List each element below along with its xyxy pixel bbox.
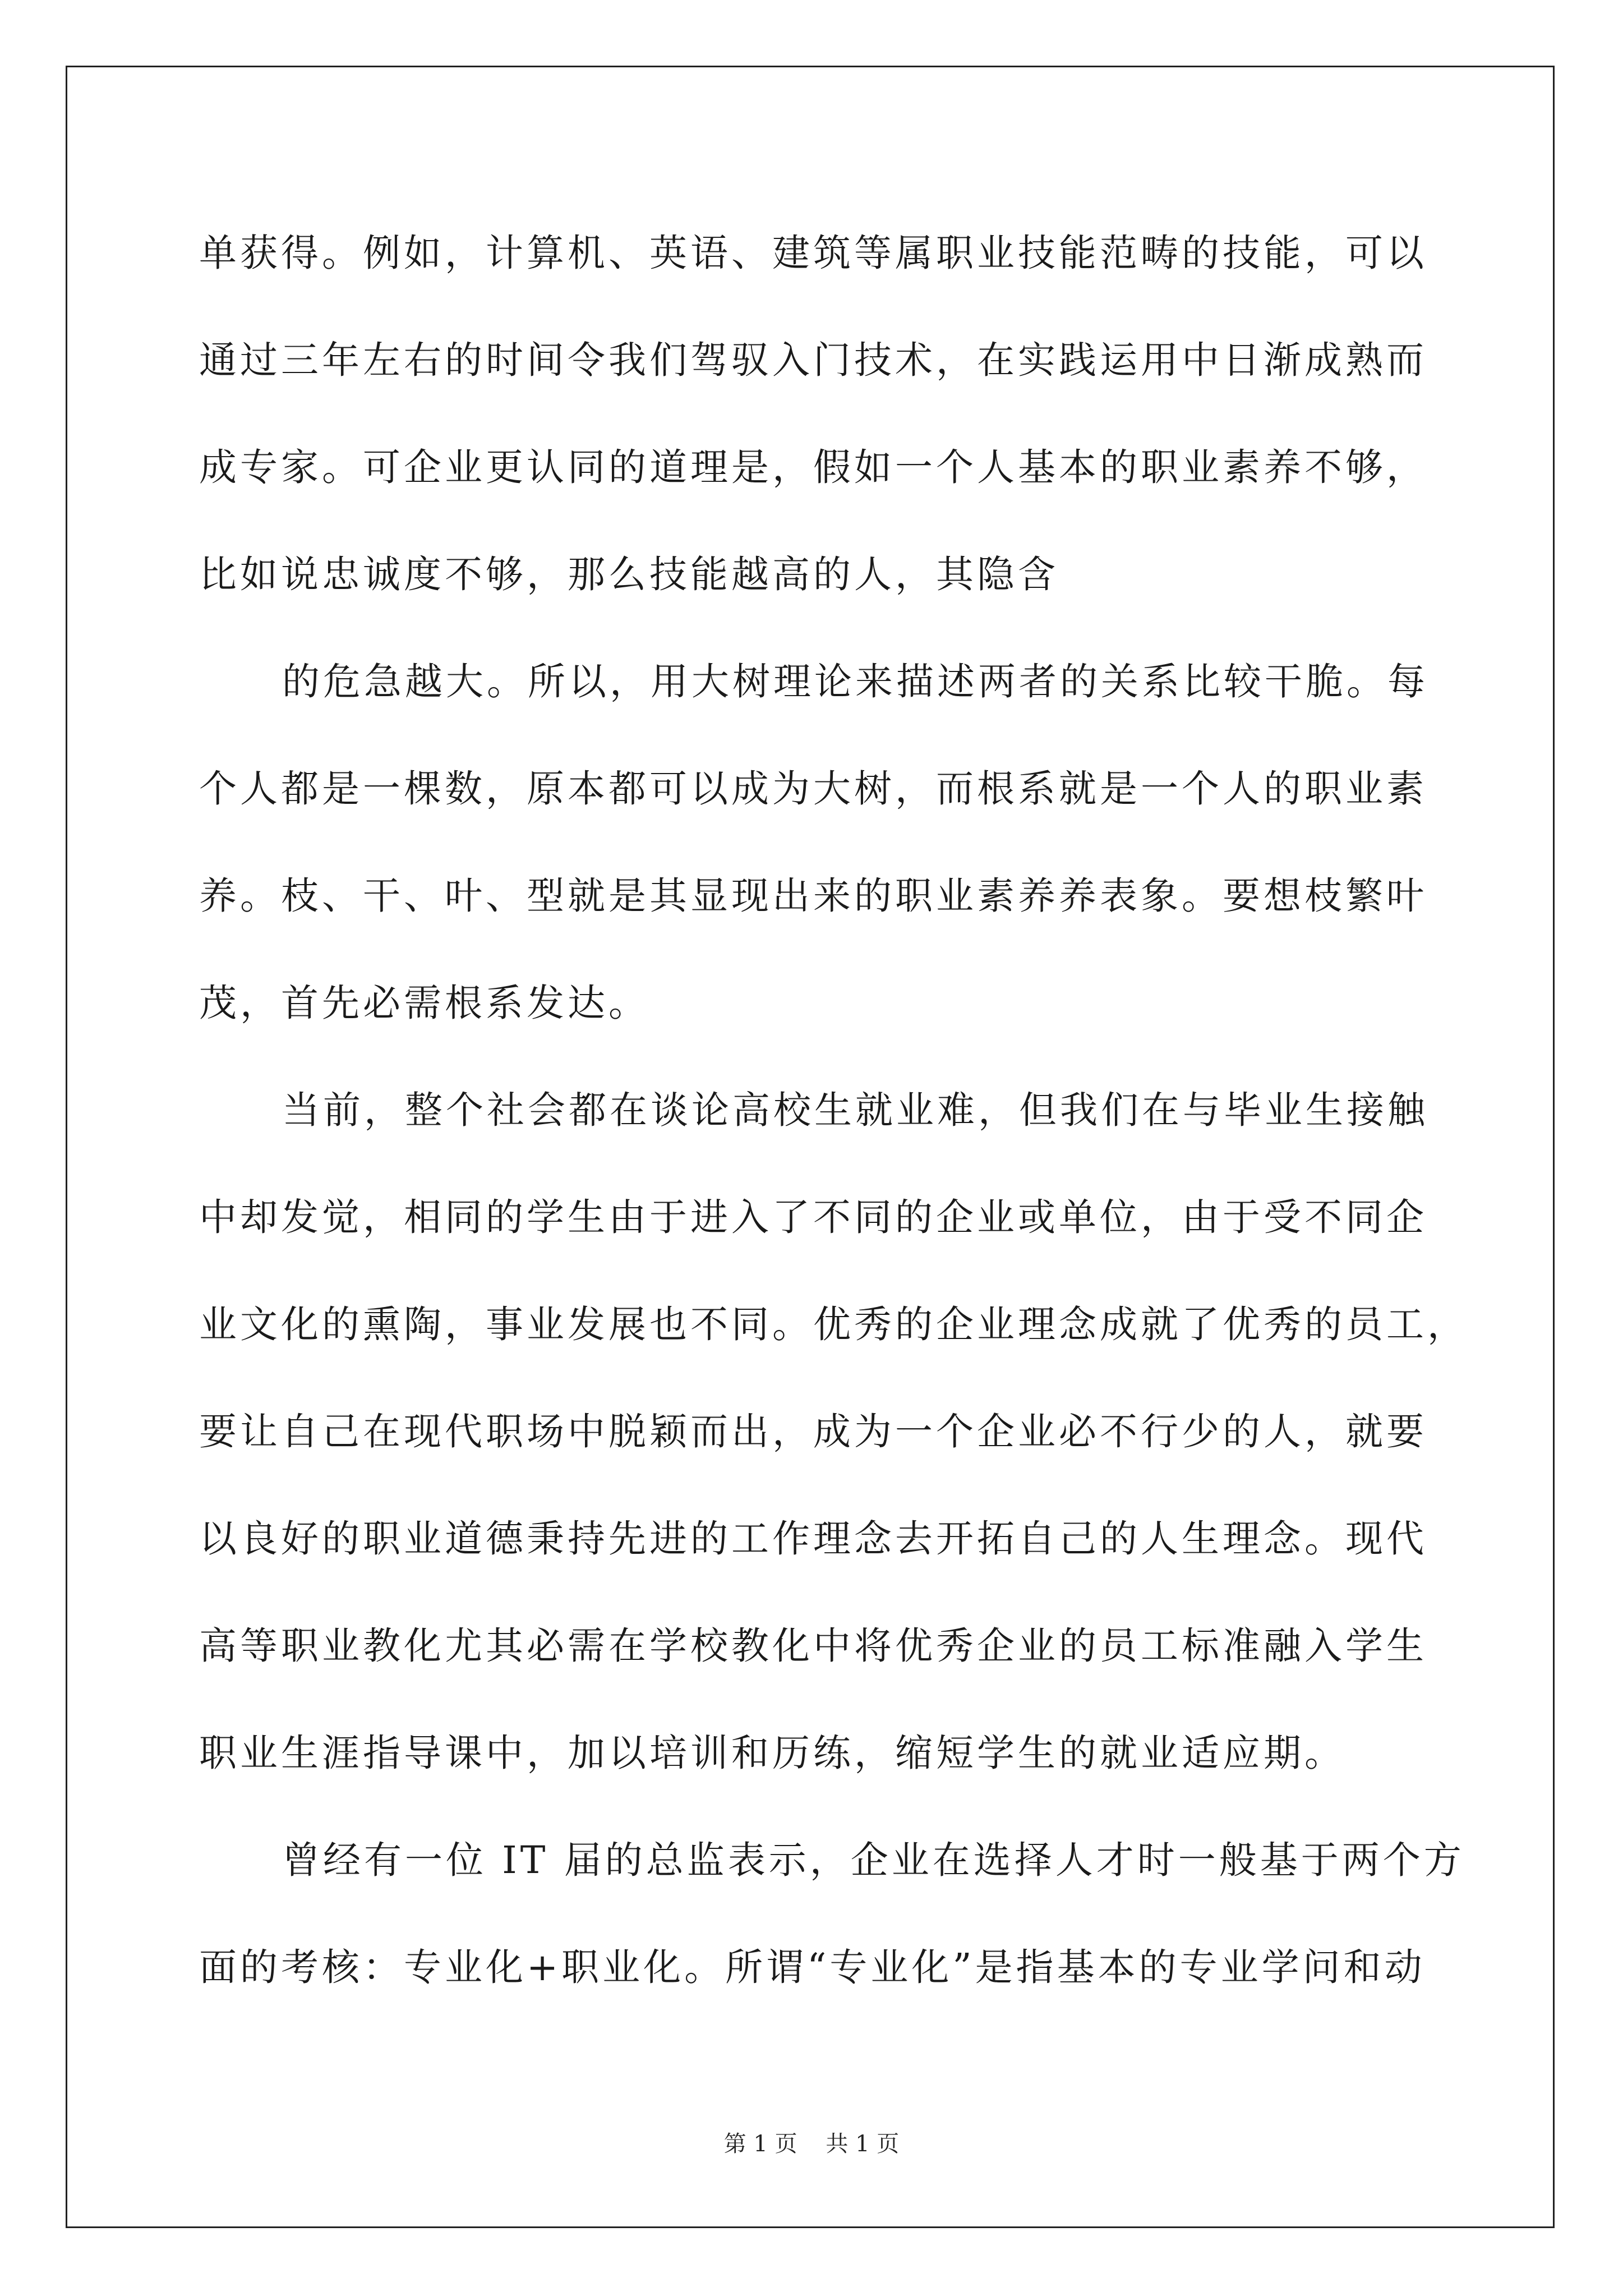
text-line: 个人都是一棵数，原本都可以成为大树，而根系就是一个人的职业素 (199, 767, 1427, 811)
paragraph-start-line: 当前，整个社会都在谈论高校生就业难，但我们在与毕业生接触 (282, 1088, 1428, 1132)
text-line: 以良好的职业道德秉持先进的工作理念去开拓自己的人生理念。现代 (199, 1517, 1427, 1561)
text-line: 茂，首先必需根系发达。 (199, 981, 649, 1025)
text-line: 比如说忠诚度不够，那么技能越高的人，其隐含 (199, 553, 1059, 596)
page-footer: 第 1 页 共 1 页 (723, 2131, 900, 2157)
paragraph-start-line: 曾经有一位 IT 届的总监表示，企业在选择人才时一般基于两个方 (282, 1838, 1465, 1882)
text-line: 面的考核：专业化+职业化。所谓“专业化”是指基本的专业学问和动 (199, 1945, 1426, 1989)
text-line: 通过三年左右的时间令我们驾驭入门技术，在实践运用中日渐成熟而 (199, 338, 1427, 382)
text-line: 高等职业教化尤其必需在学校教化中将优秀企业的员工标准融入学生 (199, 1624, 1427, 1668)
text-line: 单获得。例如，计算机、英语、建筑等属职业技能范畴的技能，可以 (199, 231, 1427, 275)
text-line: 养。枝、干、叶、型就是其显现出来的职业素养养表象。要想枝繁叶 (199, 874, 1427, 918)
document-body (199, 200, 1468, 2021)
paragraph-start-line: 的危急越大。所以，用大树理论来描述两者的关系比较干脆。每 (282, 660, 1428, 703)
text-line: 职业生涯指导课中，加以培训和历练，缩短学生的就业适应期。 (199, 1731, 1345, 1775)
text-line: 成专家。可企业更认同的道理是，假如一个人基本的职业素养不够， (199, 445, 1427, 489)
text-line: 要让自己在现代职场中脱颖而出，成为一个企业必不行少的人，就要 (199, 1410, 1427, 1453)
text-line: 业文化的熏陶，事业发展也不同。优秀的企业理念成就了优秀的员工， (199, 1303, 1468, 1346)
text-line: 中却发觉，相同的学生由于进入了不同的企业或单位，由于受不同企 (199, 1195, 1427, 1239)
